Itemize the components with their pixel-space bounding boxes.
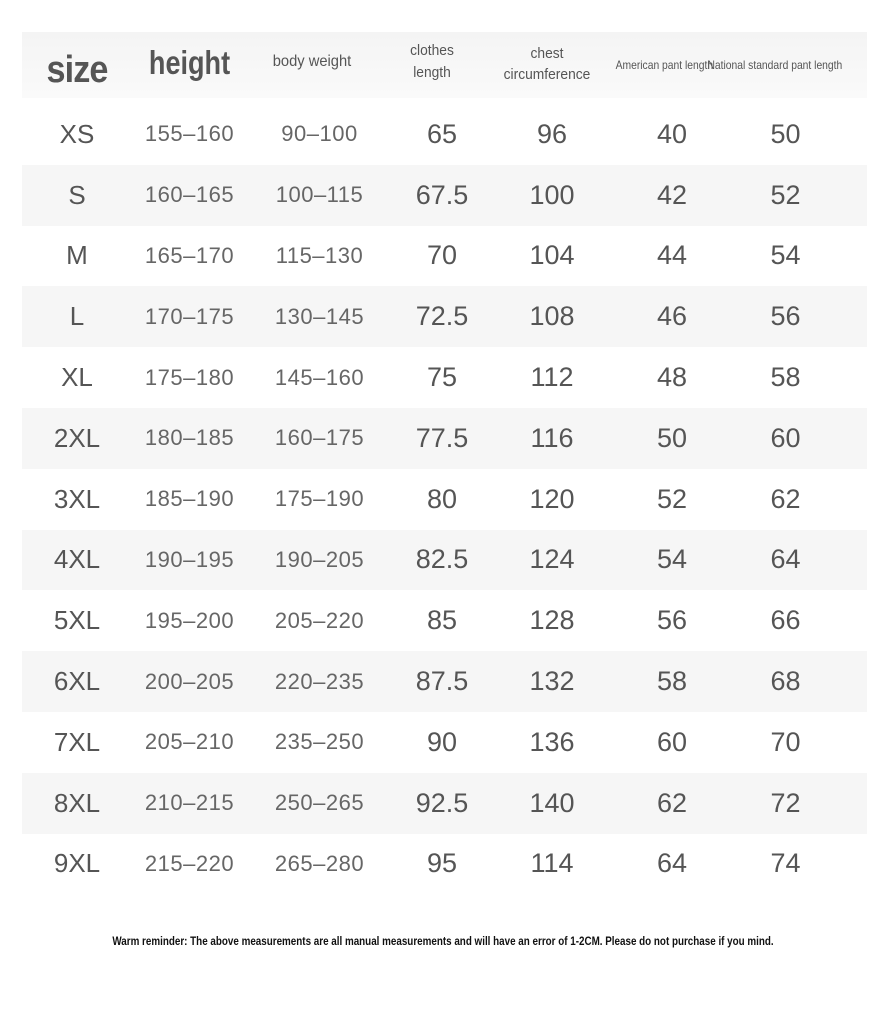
cell-height: 170–175 (144, 303, 235, 329)
table-header (22, 32, 867, 98)
header-clothes-length-line2: length (413, 64, 451, 81)
cell-length: 82.5 (415, 544, 469, 575)
cell-american-pant: 60 (656, 726, 688, 757)
cell-height: 175–180 (144, 364, 235, 390)
cell-length: 70 (426, 240, 458, 271)
cell-national-pant: 62 (770, 483, 801, 514)
cell-american-pant: 44 (656, 240, 688, 271)
cell-weight: 205–220 (274, 607, 365, 633)
cell-weight: 235–250 (274, 729, 365, 755)
cell-length: 80 (426, 483, 458, 514)
cell-american-pant: 62 (656, 787, 688, 818)
cell-american-pant: 64 (656, 848, 688, 879)
cell-height: 185–190 (144, 486, 235, 512)
cell-american-pant: 46 (656, 301, 688, 332)
cell-weight: 265–280 (274, 850, 365, 876)
cell-weight: 220–235 (274, 668, 365, 694)
cell-weight: 250–265 (274, 790, 365, 816)
table-row (22, 834, 867, 895)
cell-national-pant: 74 (770, 848, 801, 879)
header-national-pant-length: National standard pant length (707, 58, 843, 72)
cell-chest: 116 (530, 422, 574, 453)
cell-size: XS (59, 118, 95, 149)
header-chest-line2: circumference (503, 66, 591, 83)
cell-national-pant: 70 (770, 726, 801, 757)
warm-reminder-note: Warm reminder: The above measurements are all manual measurements and will have an error of 1-2CM. Please do not purchase if you mind. (112, 934, 774, 948)
cell-length: 85 (426, 605, 458, 636)
table-row (22, 408, 867, 469)
table-row (22, 104, 867, 165)
cell-length: 75 (426, 362, 458, 393)
cell-chest: 96 (536, 118, 568, 149)
cell-size: 3XL (53, 483, 101, 514)
cell-size: L (69, 301, 85, 332)
cell-chest: 120 (529, 483, 575, 514)
cell-size: 6XL (53, 666, 101, 697)
cell-weight: 130–145 (274, 303, 365, 329)
cell-chest: 100 (529, 179, 575, 210)
header-clothes-length (381, 40, 482, 84)
cell-chest: 128 (529, 605, 575, 636)
cell-american-pant: 50 (656, 422, 688, 453)
cell-weight: 160–175 (274, 425, 365, 451)
cell-american-pant: 42 (656, 179, 688, 210)
table-row (22, 651, 867, 712)
cell-national-pant: 68 (770, 666, 801, 697)
cell-chest: 136 (529, 726, 575, 757)
header-clothes-length-line1: clothes (410, 42, 454, 59)
cell-national-pant: 72 (770, 787, 801, 818)
cell-national-pant: 50 (770, 118, 801, 149)
cell-national-pant: 56 (770, 301, 801, 332)
cell-national-pant: 66 (770, 605, 801, 636)
cell-size: 8XL (53, 787, 101, 818)
cell-size: 9XL (53, 848, 101, 879)
cell-height: 180–185 (144, 425, 235, 451)
cell-american-pant: 54 (656, 544, 688, 575)
table-row (22, 286, 867, 347)
cell-weight: 90–100 (281, 121, 358, 147)
header-chest (492, 43, 602, 85)
header-american-pant-length: American pant length (615, 58, 714, 72)
cell-length: 90 (426, 726, 458, 757)
cell-american-pant: 52 (656, 483, 688, 514)
cell-size: XL (61, 362, 93, 393)
cell-chest: 112 (530, 362, 574, 393)
table-row (22, 530, 867, 591)
cell-american-pant: 48 (656, 362, 688, 393)
cell-weight: 115–130 (275, 242, 364, 268)
cell-length: 92.5 (415, 787, 469, 818)
cell-american-pant: 56 (656, 605, 688, 636)
cell-height: 190–195 (144, 546, 235, 572)
header-height: height (148, 44, 231, 81)
cell-height: 205–210 (144, 729, 235, 755)
header-size: size (46, 48, 108, 91)
cell-national-pant: 54 (770, 240, 801, 271)
cell-chest: 108 (529, 301, 575, 332)
cell-height: 215–220 (144, 850, 235, 876)
cell-national-pant: 58 (770, 362, 801, 393)
cell-length: 77.5 (415, 422, 469, 453)
cell-national-pant: 64 (770, 544, 801, 575)
table-row (22, 165, 867, 226)
header-body-weight: body weight (272, 53, 352, 70)
cell-chest: 124 (529, 544, 575, 575)
cell-height: 200–205 (144, 668, 235, 694)
cell-weight: 175–190 (274, 486, 365, 512)
table-row (22, 347, 867, 408)
cell-length: 65 (426, 118, 458, 149)
table-row (22, 469, 867, 530)
cell-length: 87.5 (415, 666, 469, 697)
cell-size: 5XL (53, 605, 101, 636)
cell-length: 72.5 (415, 301, 469, 332)
cell-weight: 100–115 (275, 182, 364, 208)
table-row (22, 226, 867, 287)
cell-national-pant: 52 (770, 179, 801, 210)
cell-size: M (66, 240, 88, 271)
cell-height: 155–160 (144, 121, 235, 147)
cell-national-pant: 60 (770, 422, 801, 453)
table-row (22, 590, 867, 651)
cell-weight: 145–160 (274, 364, 365, 390)
cell-height: 165–170 (144, 242, 235, 268)
cell-chest: 104 (529, 240, 575, 271)
cell-size: 7XL (53, 726, 101, 757)
cell-size: 4XL (53, 544, 101, 575)
cell-length: 95 (426, 848, 458, 879)
cell-american-pant: 40 (656, 118, 688, 149)
table-row (22, 712, 867, 773)
cell-chest: 132 (529, 666, 575, 697)
header-chest-line1: chest (530, 45, 564, 62)
cell-chest: 114 (530, 848, 574, 879)
cell-height: 195–200 (144, 607, 235, 633)
table-row (22, 773, 867, 834)
cell-height: 160–165 (144, 182, 235, 208)
cell-chest: 140 (529, 787, 575, 818)
cell-length: 67.5 (415, 179, 469, 210)
cell-american-pant: 58 (656, 666, 688, 697)
table-body (22, 104, 867, 894)
cell-weight: 190–205 (274, 546, 365, 572)
cell-size: S (68, 179, 86, 210)
cell-size: 2XL (53, 422, 101, 453)
cell-height: 210–215 (144, 790, 235, 816)
